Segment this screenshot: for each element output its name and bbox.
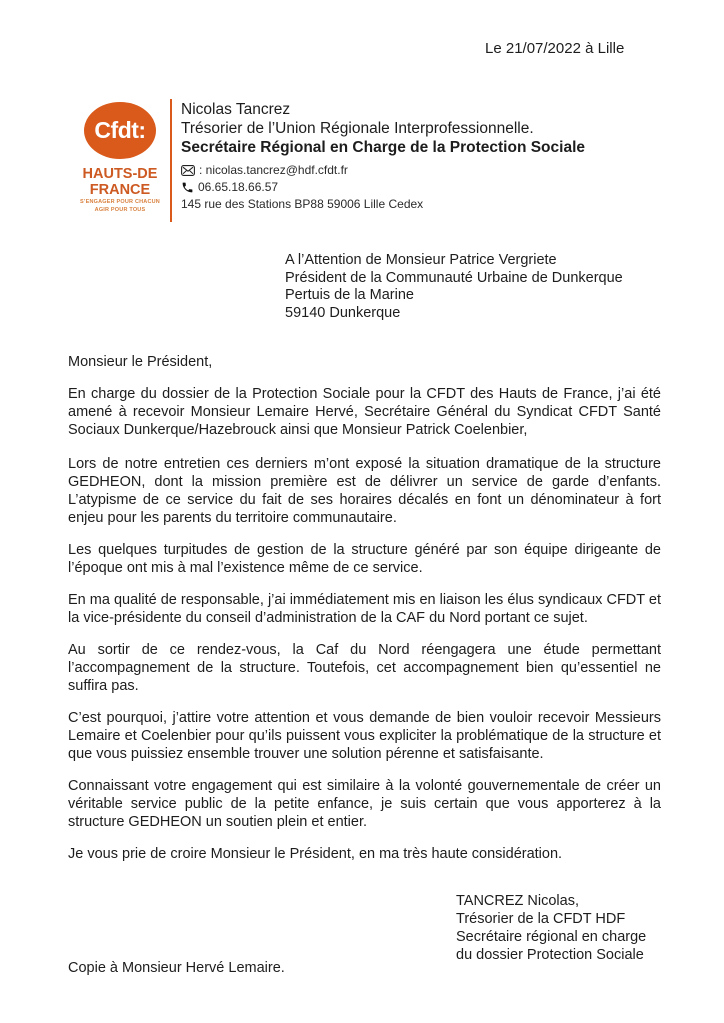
phone-icon (181, 181, 194, 194)
sender-phone: 06.65.18.66.57 (198, 180, 279, 194)
signature-line-3: Secrétaire régional en charge (456, 929, 647, 945)
recipient-block (285, 252, 623, 322)
recipient-line-1: A l’Attention de Monsieur Patrice Vergriete (285, 252, 557, 268)
signature-line-1: TANCREZ Nicolas, (456, 893, 579, 909)
logo-tagline-line2: AGIR POUR TOUS (94, 207, 146, 213)
recipient-line-2: Président de la Communauté Urbaine de Dunkerque (285, 269, 623, 286)
sender-contact (181, 162, 661, 213)
letterhead-divider (170, 99, 172, 222)
paragraph-7: Connaissant votre engagement qui est similaire à la volonté gouvernementale de créer un véritable service public de la petite enfance, je suis certain que vous apporterez à la structure GEDHEON un soutien plein et entier. (68, 778, 661, 830)
sender-address-row (181, 196, 661, 213)
cfdt-logo-mark (84, 102, 156, 159)
cfdt-logo-text: Cfdt: (94, 117, 146, 143)
sender-email-row (181, 162, 661, 179)
signature-line-4: du dossier Protection Sociale (456, 947, 644, 963)
logo-region-line1: HAUTS-DE (82, 166, 158, 182)
sender-phone-row (181, 179, 661, 196)
date-line: Le 21/07/2022 à Lille (485, 40, 625, 57)
sender-block (181, 100, 661, 213)
recipient-line-4: 59140 Dunkerque (285, 304, 401, 321)
email-icon (181, 165, 195, 176)
sender-title-2: Secrétaire Régional en Charge de la Protection Sociale (181, 139, 585, 156)
letter-body (68, 353, 661, 877)
paragraph-3: Les quelques turpitudes de gestion de la structure généré par son équipe dirigeante de l’époque ont mis à mal l’existence même de ce service. (68, 542, 661, 576)
closing-line: Je vous prie de croire Monsieur le Président, en ma très haute considération. (68, 846, 563, 862)
copy-line: Copie à Monsieur Hervé Lemaire. (68, 960, 285, 976)
salutation: Monsieur le Président, (68, 354, 213, 370)
recipient-line-3: Pertuis de la Marine (285, 287, 414, 303)
sender-email: : nicolas.tancrez@hdf.cfdt.fr (199, 163, 348, 177)
paragraph-1: En charge du dossier de la Protection Sociale pour la CFDT des Hauts de France, j’ai été amené à recevoir Monsieur Lemaire Hervé, Secrétaire Général du Syndicat CFDT Santé Sociaux Dunkerque/Hazebrouck ainsi que Monsieur Patrick Coelenbier, (68, 386, 661, 438)
sender-title-1: Trésorier de l’Union Régionale Interprofessionnelle. (181, 120, 534, 137)
sender-name: Nicolas Tancrez (181, 101, 291, 118)
logo-tagline-line1: S’ENGAGER POUR CHACUN (80, 199, 160, 205)
paragraph-2: Lors de notre entretien ces derniers m’ont exposé la situation dramatique de la structure GEDHEON, dont la mission première est de délivrer un service de garde d’enfants. L’atypisme de ce service du fait de ses horaires décalés en font un dénominateur à fort enjeu pour les parents du territoire communautaire. (68, 456, 661, 526)
signature-block (456, 892, 646, 964)
sender-address: 145 rue des Stations BP88 59006 Lille Cedex (181, 197, 424, 211)
signature-line-2: Trésorier de la CFDT HDF (456, 911, 626, 927)
paragraph-6: C’est pourquoi, j’attire votre attention et vous demande de bien vouloir recevoir Messieurs Lemaire et Coelenbier pour qu’ils puissent vous expliciter la problématique de la structure et que vous puissiez ensemble trouver une solution pérenne et satisfaisante. (68, 710, 661, 762)
cfdt-logo (79, 102, 161, 214)
paragraph-4: En ma qualité de responsable, j’ai immédiatement mis en liaison les élus syndicaux CFDT et la vice-présidente du conseil d’administration de la CAF du Nord portant ce sujet. (68, 592, 661, 626)
logo-region-line2: FRANCE (89, 182, 151, 198)
paragraph-5: Au sortir de ce rendez-vous, la Caf du Nord réengagera une étude permettant l’accompagnement de la structure. Toutefois, cet accompagnement bien qu’essentiel ne suffira pas. (68, 642, 661, 694)
